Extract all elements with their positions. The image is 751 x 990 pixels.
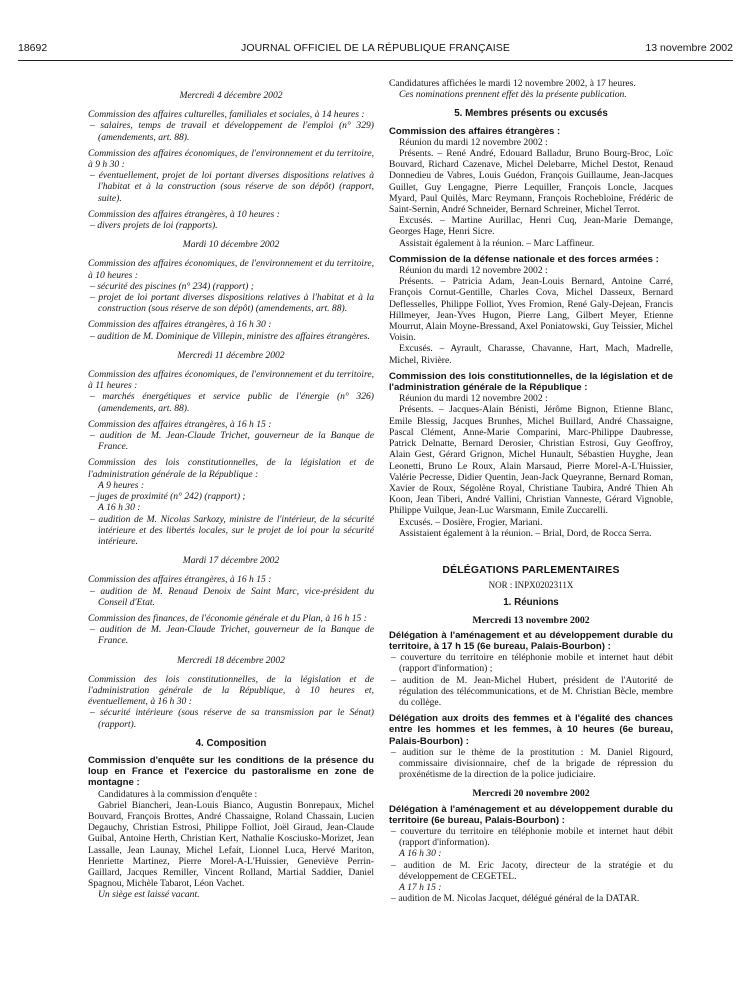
commission-heading: Commission des affaires étrangères : xyxy=(389,125,561,137)
candidatures-label: Candidatures à la commission d'enquête : xyxy=(98,788,258,800)
agenda-item: – couverture du territoire en téléphonie mobile et internet haut débit (rapport d'information). xyxy=(391,825,673,849)
agenda-item: – audition de M. Nicolas Sarkozy, ministre de l'intérieur, de la sécurité intérieure et des libertés locales, sur le projet de loi pour la sécurité intérieure. xyxy=(90,513,374,547)
candidate-names: Gabriel Biancheri, Jean-Louis Bianco, Augustin Bonrepaux, Michel Bouvard, François Brottes, André Chassaigne, Roland Chassain, Lucien Degauchy, Christian Estrosi, Philippe Folliot, Joël Giraud, Jean-Claude Guibal, Antoine Herth, Christian Kert, Nathalie Kosciusko-Morizet, Jean Lassalle, Jean Launay, Michel Lefait, Lionnel Luca, Hervé Mariton, Henriette Martinez, Pierre Morel-A-L'Huissier, Geneviève Perrin-Gaillard, Jacques Remiller, Vincent Rolland, Martial Saddier, Daniel Spagnou, Michèle Tabarot, Léon Vachet. xyxy=(88,799,374,890)
page-number: 18692 xyxy=(18,42,48,54)
commission-heading: Commission d'enquête sur les conditions de la présence du loup en France et l'exercice du pastoralisme en zone de montagne : xyxy=(88,754,374,789)
effect-note: Ces nominations prennent effet dès la présente publication. xyxy=(399,89,627,101)
committee-line: Commission des affaires économiques, de l'environnement et du territoire, à 11 heures : xyxy=(88,369,374,392)
agenda-item: – sécurité intérieure (sous réserve de sa transmission par le Sénat) (rapport). xyxy=(90,707,374,730)
committee-line: Commission des affaires économiques, de l'environnement et du territoire, à 10 heures : xyxy=(88,258,374,281)
committee-line: Commission des finances, de l'économie générale et du Plan, à 16 h 15 : xyxy=(88,612,367,624)
journal-title: JOURNAL OFFICIEL DE LA RÉPUBLIQUE FRANÇAISE xyxy=(241,42,510,54)
section-title: 4. Composition xyxy=(195,737,267,749)
date-heading: Mercredi 11 décembre 2002 xyxy=(177,349,285,361)
delegations-title: DÉLÉGATIONS PARLEMENTAIRES xyxy=(442,564,620,576)
meeting-line: Réunion du mardi 12 novembre 2002 : xyxy=(399,265,548,277)
agenda-item: – audition de M. Jean-Claude Trichet, gouverneur de la Banque de France. xyxy=(90,624,374,647)
date-heading: Mercredi 18 décembre 2002 xyxy=(177,654,285,666)
excused-list: Excusés. – Martine Aurillac, Henri Cuq, Jean-Marie Demange, Georges Hage, Henri Sicre. xyxy=(389,215,673,238)
agenda-item: – couverture du territoire en téléphonie mobile et internet haut débit (rapport d'information) ; xyxy=(391,652,673,675)
present-list: Présents. – René André, Edouard Balladur, Bruno Bourg-Broc, Loïc Bouvard, Richard Cazenave, Michel Delebarre, Michel Destot, Renaud Donnedieu de Vabres, Louis Guédon, François Guillaume, Jean-Jacques Guillet, Guy Lengagne, Pierre Lequiller, François Loncle, Jacques Myard, Paul Quilès, Marc Reymann, François Rochebloine, Frédéric de Saint-Sernin, André Schneider, Bernard Schreiner, Michel Terrot. xyxy=(389,148,673,216)
agenda-item: – audition de M. Jean-Michel Hubert, président de l'Autorité de régulation des télécommunications, et de M. Christian Bècle, membre du collège. xyxy=(391,674,673,708)
present-list: Présents. – Patricia Adam, Jean-Louis Bernard, Antoine Carré, François Cornut-Gentille, Charles Cova, Michel Dasseux, Bernard Deflesselles, Philippe Folliot, Yves Fromion, René Galy-Dejean, Francis Hillmeyer, Jean-Yves Hugon, Pierre Lang, Gilbert Meyer, Etienne Mourrut, Alain Moyne-Bressand, Axel Poniatowski, Guy Teissier, Michel Voisin. xyxy=(389,276,673,344)
agenda-item: – juges de proximité (n° 242) (rapport) ; xyxy=(90,491,246,503)
time-line: A 16 h 30 : xyxy=(399,848,442,860)
also-present: Assistaient également à la réunion. – Brial, Dord, de Rocca Serra. xyxy=(399,527,652,539)
committee-line: Commission des affaires étrangères, à 10 heures : xyxy=(88,208,280,220)
meeting-line: Réunion du mardi 12 novembre 2002 : xyxy=(399,136,548,148)
agenda-item: – audition de M. Nicolas Jacquet, délégué général de la DATAR. xyxy=(391,893,640,905)
vacant-seat-note: Un siège est laissé vacant. xyxy=(98,889,200,901)
committee-line: Commission des affaires étrangères, à 16 h 15 : xyxy=(88,574,272,586)
agenda-item: – audition de M. Jean-Claude Trichet, gouverneur de la Banque de France. xyxy=(90,430,374,453)
date-heading: Mercredi 4 décembre 2002 xyxy=(179,90,283,101)
agenda-item: – projet de loi portant diverses dispositions relatives à l'habitat et à la construction (sous réserve de son dépôt) (amendements, art. 88). xyxy=(90,292,374,315)
header-rule xyxy=(18,60,733,61)
candidatures-posted: Candidatures affichées le mardi 12 novembre 2002, à 17 heures. xyxy=(389,78,636,89)
commission-heading: Commission des lois constitutionnelles, de la législation et de l'administration générale de la République : xyxy=(389,370,673,394)
date-heading: Mardi 10 décembre 2002 xyxy=(182,239,280,251)
committee-line: Commission des affaires étrangères, à 16 h 30 : xyxy=(88,319,272,331)
delegation-heading: Délégation à l'aménagement et au développement durable du territoire (6e bureau, Palais-Bourbon) : xyxy=(389,803,673,826)
section-title: 5. Membres présents ou excusés xyxy=(454,108,608,120)
excused-list: Excusés. – Ayrault, Charasse, Chavanne, Hart, Mach, Madrelle, Michel, Rivière. xyxy=(389,343,673,366)
committee-line: Commission des affaires culturelles, familiales et sociales, à 14 heures : xyxy=(88,109,365,121)
agenda-item: – sécurité des piscines (n° 234) (rapport) ; xyxy=(90,280,254,292)
right-column xyxy=(389,78,673,904)
agenda-item: – éventuellement, projet de loi portant diverses dispositions relatives à l'habitat et à la construction (sous réserve de son dépôt) (rapport, suite). xyxy=(90,170,374,204)
agenda-item: – salaires, temps de travail et développement de l'emploi (n° 329) (amendements, art. 88). xyxy=(90,120,374,143)
present-list: Présents. – Jacques-Alain Bénisti, Jérôme Bignon, Etienne Blanc, Emile Blessig, Jacques Brunhes, Michel Buillard, André Chassaigne, Pascal Clément, Anne-Marie Comparini, Marc-Philippe Daubresse, Patrick Delnatte, Bernard Derosier, Christian Estrosi, Guy Geoffroy, Alain Gest, Gérard Grignon, Michel Hunault, Sébastien Huyghe, Jean Leonetti, Bruno Le Roux, Alain Marsaud, Pierre Morel-A-L'Huissier, Valérie Pecresse, Didier Quentin, Jean-Jack Queyranne, Bernard Roman, Xavier de Roux, Ségolène Royal, Christiane Taubira, André Thien Ah Koon, Jean Tiberi, André Vallini, Christian Vanneste, Gérard Vignoble, Philippe Vuilque, Jean-Luc Warsmann, Emile Zuccarelli. xyxy=(389,404,673,517)
agenda-item: – divers projets de loi (rapports). xyxy=(90,220,218,232)
date-heading: Mercredi 13 novembre 2002 xyxy=(472,614,590,626)
nor-reference: NOR : INPX0202311X xyxy=(488,580,574,591)
meeting-line: Réunion du mardi 12 novembre 2002 : xyxy=(399,393,548,405)
time-line: A 9 heures : xyxy=(98,479,145,491)
agenda-item: – audition de M. Renaud Denoix de Saint Marc, vice-président du Conseil d'Etat. xyxy=(90,585,374,608)
page-header xyxy=(18,42,733,56)
committee-line: Commission des lois constitutionnelles, de la législation et de l'administration générale de la République : xyxy=(88,457,374,480)
section-title: 1. Réunions xyxy=(503,597,559,609)
delegation-heading: Délégation à l'aménagement et au développement durable du territoire, à 17 h 15 (6e bureau, Palais-Bourbon) : xyxy=(389,629,673,652)
committee-line: Commission des lois constitutionnelles, de la législation et de l'administration générale de la République, à 10 heures et, éventuellement, à 16 h 30 : xyxy=(88,673,374,708)
agenda-item: – audition sur le thème de la prostitution : M. Daniel Rigourd, commissaire divisionnaire, chef de la brigade de répression du proxénétisme de la direction de la police judiciaire. xyxy=(391,746,673,781)
issue-date: 13 novembre 2002 xyxy=(645,42,733,54)
excused-list: Excusés. – Dosière, Frogier, Mariani. xyxy=(399,516,543,528)
date-heading: Mardi 17 décembre 2002 xyxy=(182,555,280,567)
agenda-item: – marchés énergétiques et service public de l'énergie (n° 326) (amendements, art. 88). xyxy=(90,391,374,414)
committee-line: Commission des affaires économiques, de l'environnement et du territoire, à 9 h 30 : xyxy=(88,147,374,171)
commission-heading: Commission de la défense nationale et des forces armées : xyxy=(389,253,659,265)
time-line: A 17 h 15 : xyxy=(399,882,442,893)
committee-line: Commission des affaires étrangères, à 16 h 15 : xyxy=(88,418,272,430)
agenda-item: – audition de M. Eric Jacoty, directeur de la stratégie et du développement de CEGETEL. xyxy=(391,859,673,882)
delegation-heading: Délégation aux droits des femmes et à l'égalité des chances entre les hommes et les femmes, à 10 heures (6e bureau, Palais-Bourbon) : xyxy=(389,713,673,747)
also-present: Assistait également à la réunion. – Marc Laffineur. xyxy=(399,237,595,249)
agenda-item: – audition de M. Dominique de Villepin, ministre des affaires étrangères. xyxy=(90,330,370,342)
date-heading: Mercredi 20 novembre 2002 xyxy=(472,788,590,800)
time-line: A 16 h 30 : xyxy=(98,502,141,514)
left-column xyxy=(88,78,374,901)
